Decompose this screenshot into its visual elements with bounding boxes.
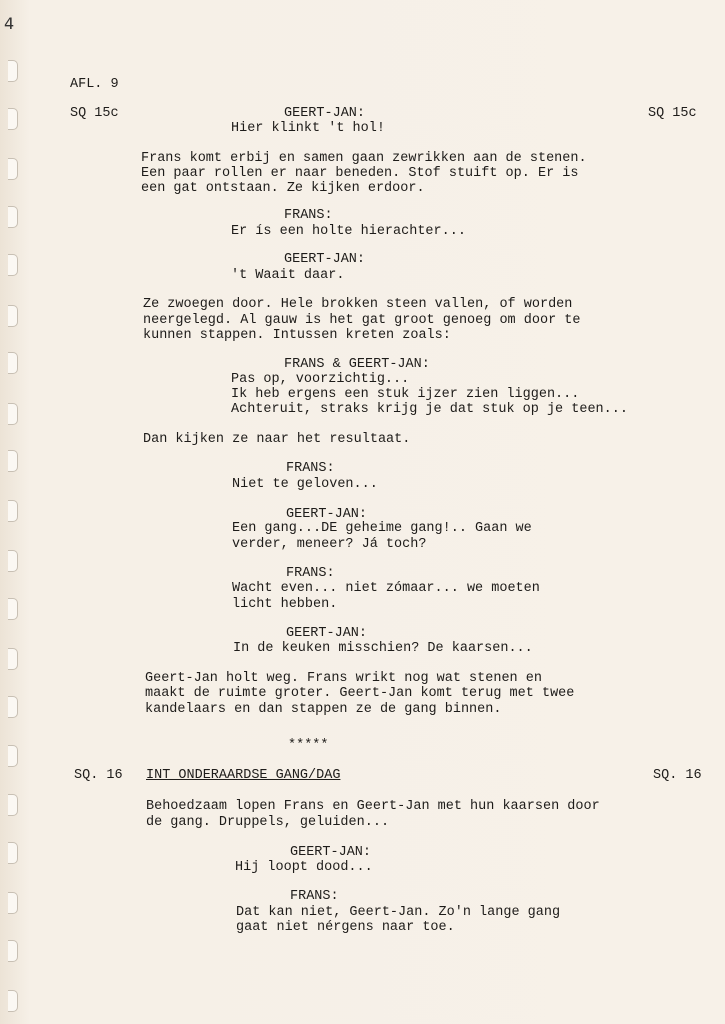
scene-separator: ***** [288,738,329,753]
scene-label-right: SQ. 16 [653,768,702,783]
character-name: FRANS & GEERT-JAN: [284,357,430,372]
action-line: Geert-Jan holt weg. Frans wrikt nog wat stenen en [145,671,542,686]
page-corner-mark: 4 [4,14,15,33]
dialogue-line: verder, meneer? Já toch? [232,537,427,552]
dialogue-line: 't Waait daar. [231,268,345,283]
action-line: Ze zwoegen door. Hele brokken steen vallen, of worden [143,297,573,312]
dialogue-line: In de keuken misschien? De kaarsen... [233,641,533,656]
binder-hole [8,403,18,425]
scene-label-right: SQ 15c [648,106,697,121]
action-line: kandelaars en dan stappen ze de gang binnen. [145,702,502,717]
binder-hole [8,254,18,276]
action-line: kunnen stappen. Intussen kreten zoals: [143,328,451,343]
action-line: Een paar rollen er naar beneden. Stof stuift op. Er is [141,166,579,181]
dialogue-line: Dat kan niet, Geert-Jan. Zo'n lange gang [236,905,561,920]
binder-hole [8,352,18,374]
binder-hole [8,305,18,327]
dialogue-line: Ik heb ergens een stuk ijzer zien liggen... [231,387,580,402]
character-name: GEERT-JAN: [290,845,372,860]
binder-hole [8,990,18,1012]
dialogue-line: Hij loopt dood... [235,860,373,875]
binder-holes [0,0,30,1024]
character-name: GEERT-JAN: [284,252,366,267]
character-name: FRANS: [286,566,335,581]
binder-hole [8,648,18,670]
binder-hole [8,892,18,914]
character-name: FRANS: [286,461,335,476]
episode-label: AFL. 9 [70,77,119,92]
dialogue-line: Achteruit, straks krijg je dat stuk op je teen... [231,402,628,417]
scene-heading: INT ONDERAARDSE GANG/DAG [146,768,341,783]
action-line: de gang. Druppels, geluiden... [146,815,390,830]
dialogue-line: Niet te geloven... [232,477,378,492]
character-name: GEERT-JAN: [286,626,368,641]
dialogue-line: Een gang...DE geheime gang!.. Gaan we [232,521,532,536]
scene-label-left: SQ. 16 [74,768,123,783]
dialogue-line: gaat niet nérgens naar toe. [236,920,455,935]
binder-hole [8,108,18,130]
character-name: GEERT-JAN: [286,507,368,522]
binder-hole [8,696,18,718]
dialogue-line: Pas op, voorzichtig... [231,372,410,387]
binder-hole [8,550,18,572]
binder-hole [8,940,18,962]
action-line: Frans komt erbij en samen gaan zewrikken aan de stenen. [141,151,587,166]
dialogue-line: licht hebben. [232,597,338,612]
character-name: GEERT-JAN: [284,106,366,121]
action-line: een gat ontstaan. Ze kijken erdoor. [141,181,425,196]
scene-label-left: SQ 15c [70,106,119,121]
binder-hole [8,842,18,864]
action-line: Behoedzaam lopen Frans en Geert-Jan met hun kaarsen door [146,799,600,814]
action-line: maakt de ruimte groter. Geert-Jan komt terug met twee [145,686,575,701]
binder-hole [8,500,18,522]
binder-hole [8,745,18,767]
binder-hole [8,598,18,620]
binder-hole [8,206,18,228]
binder-hole [8,158,18,180]
binder-hole [8,794,18,816]
binder-hole [8,60,18,82]
action-line: Dan kijken ze naar het resultaat. [143,432,411,447]
character-name: FRANS: [290,889,339,904]
dialogue-line: Er ís een holte hierachter... [231,224,466,239]
dialogue-line: Wacht even... niet zómaar... we moeten [232,581,540,596]
binder-hole [8,450,18,472]
dialogue-line: Hier klinkt 't hol! [231,121,385,136]
action-line: neergelegd. Al gauw is het gat groot genoeg om door te [143,313,581,328]
character-name: FRANS: [284,208,333,223]
